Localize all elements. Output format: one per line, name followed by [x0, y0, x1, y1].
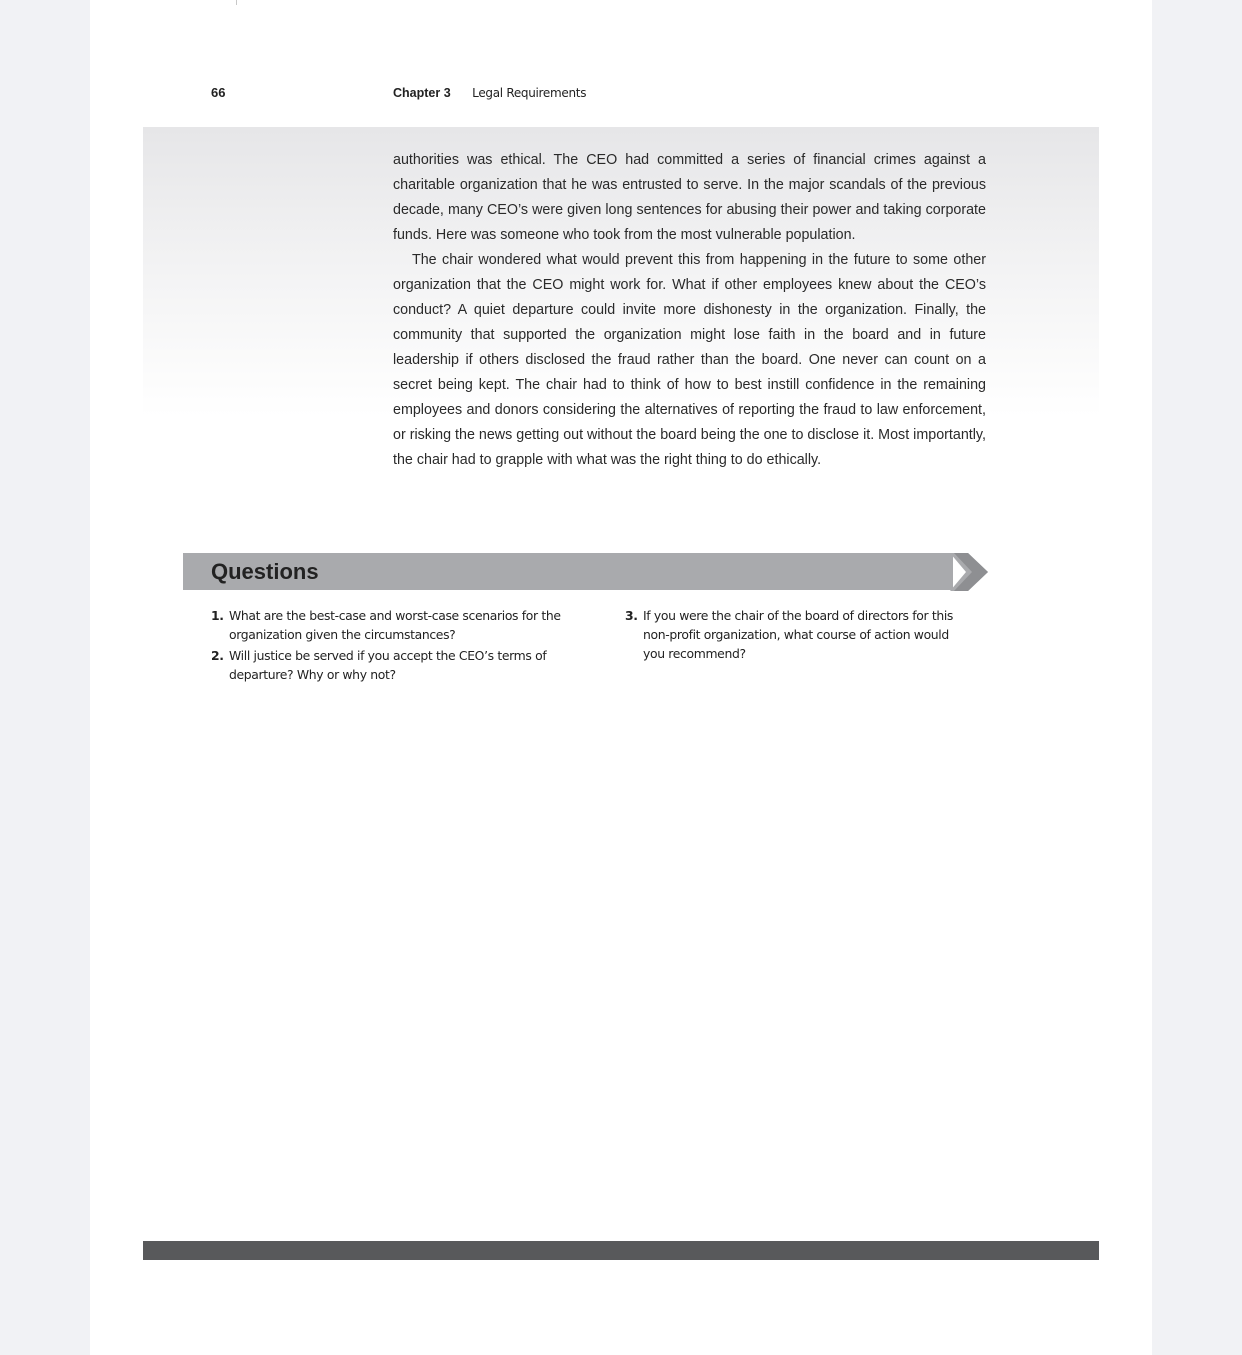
- body-paragraph: authorities was ethical. The CEO had committed a series of financial crimes against a charitable organization that he was entrusted to serve. In the major scandals of the previous decade, many CEO’s were given long sentences for abusing their power and taking corporate funds. Here was someone who took from the most vulnerable population.: [393, 152, 986, 243]
- case-study-text: [393, 148, 986, 473]
- running-head: [393, 86, 586, 100]
- question-item: [625, 606, 970, 663]
- question-item: [211, 646, 566, 684]
- question-number: 1.: [211, 608, 224, 623]
- body-paragraph: The chair wondered what would prevent this from happening in the future to some other organization that the CEO might work for. What if other employees knew about the CEO’s conduct? A quiet departure could invite more dishonesty in the organization. Finally, the community that supported the organization might lose faith in the board and in future leadership if others disclosed the fraud rather than the board. One never can count on a secret being kept. The chair had to think of how to best instill confidence in the remaining employees and donors considering the alternatives of reporting the fraud to law enforcement, or risking the news getting out without the board being the one to disclose it. Most importantly, the chair had to grapple with what was the right thing to do ethically.: [393, 252, 986, 468]
- question-text: What are the best-case and worst-case scenarios for the organization given the circumstances?: [229, 608, 561, 642]
- chapter-label: Chapter 3: [393, 86, 451, 100]
- chevron-right-icon: [950, 553, 990, 591]
- questions-column-right: [625, 606, 970, 665]
- footer-bar: [143, 1241, 1099, 1260]
- questions-column-left: [211, 606, 566, 686]
- question-number: 2.: [211, 648, 224, 663]
- question-text: If you were the chair of the board of directors for this non-profit organization, what course of action would you recommend?: [643, 608, 954, 661]
- chapter-title: Legal Requirements: [472, 86, 587, 100]
- question-text: Will justice be served if you accept the CEO’s terms of departure? Why or why not?: [229, 648, 547, 682]
- crop-mark: [236, 0, 237, 5]
- question-number: 3.: [625, 608, 638, 623]
- question-item: [211, 606, 566, 644]
- questions-heading: Questions: [211, 559, 319, 584]
- page-number: 66: [211, 85, 226, 100]
- document-page: [90, 0, 1152, 1355]
